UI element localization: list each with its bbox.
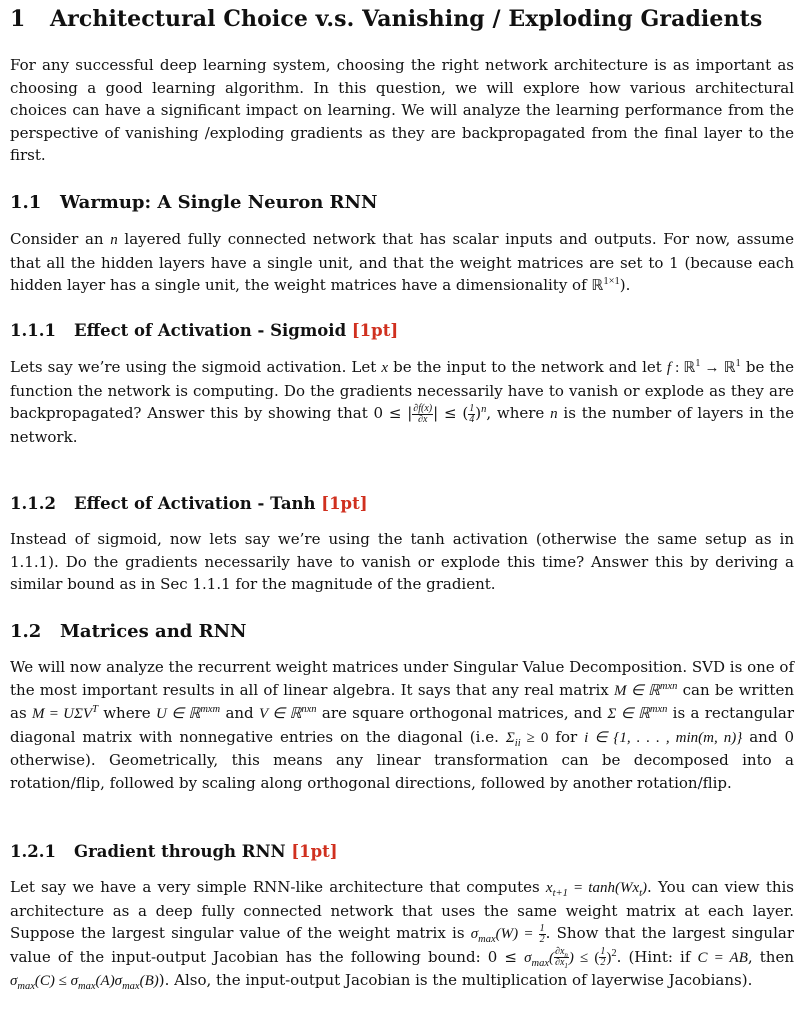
math-reals: ℝ [591,278,604,294]
math-sup: 1 [695,358,701,369]
math-sub: max [78,981,96,992]
math-f: f [666,360,672,376]
math-x: x [381,360,389,376]
math-sigma: σ [524,949,532,966]
math-sup: mxm [200,704,221,715]
text: , then [747,947,795,966]
paragraph-1-1 [10,228,794,298]
text: We will now analyze the recurrent weight matrices under Singular Value Decomposition. SVD is one of the most important results in all of linear algebra. It says that any real matrix [10,658,794,699]
math-sup: 1 [735,358,741,369]
paragraph-1-2 [10,656,794,794]
denominator: ∂x [418,413,428,425]
denominator: 2 [600,957,606,968]
text: Lets say we’re using the sigmoid activation. Let [10,358,382,376]
subsection-number: 1.1 [10,192,42,213]
math-sub: max [531,957,549,969]
math-index-set: i ∈ {1, . . . , min(m, n)} [584,729,743,746]
subsubsection-heading-1-1-2 [10,494,368,513]
math-le: ≤ ( [573,949,600,966]
math-jacobian-fraction [554,947,569,968]
numerator: ∂f(x) [413,402,433,414]
math-sub: max [17,981,35,992]
text: . Show that the largest singular value of the input-output Jacobian has the following bound: 0 ≤ [10,924,794,966]
math-n: n [550,406,558,422]
subsubsection-heading-1-2-1 [10,842,338,861]
text: are square orthogonal matrices, and [316,704,608,722]
text: Let say we have a very simple RNN-like architecture that computes [10,878,546,896]
math-sup: nxn [301,704,317,715]
subsubsection-number: 1.1.2 [10,494,56,513]
math-sB: (B) [139,973,159,989]
math-half-fraction [539,924,546,945]
subsection-title: Matrices and RNN [60,621,247,642]
text: and 0 otherwise). Geometrically, this means any linear transformation can be decomposed into a rotation/flip, followed by scaling along orthogonal directions, followed by another rotation/flip. [10,727,794,792]
points-badge: [1pt] [351,321,399,340]
math-sup: mxn [649,704,668,715]
math-sup: mxn [659,680,678,692]
text: ) [475,404,482,422]
math-sup: T [92,704,98,715]
math-paren: ) [568,949,574,966]
math-V-in: V ∈ ℝ [258,706,302,722]
math-n: n [110,232,118,248]
math-domain: : ℝ [671,360,696,376]
math-derivative-fraction [412,404,433,425]
math-sub: t [639,888,643,899]
text: layered fully connected network that has scalar inputs and outputs. For now, assume that all the hidden layers have a single unit, and that the weight matrices are set to 1 (because each hidden layer has a single unit, the weight matrices have a dimensionality of [10,230,794,294]
numerator: 1 [600,946,606,957]
math-codomain: → ℝ [700,360,736,376]
text: where [97,704,156,722]
text: be the function the network is computing. Do the gradients necessarily have to vanish or explode as they are backpropagated? Answer this by showing that 0 ≤ | [10,358,794,422]
subsubsection-number: 1.2.1 [10,842,56,861]
subsection-number: 1.2 [10,621,42,642]
partial: ∂x [555,957,565,968]
text: is a rectangular diagonal matrix with nonnegative entries on the diagonal (i.e. [10,704,794,746]
points-badge: [1pt] [291,842,338,861]
math-Sigma-in: Σ ∈ ℝ [607,706,650,722]
math-geq: ≥ 0 [520,729,549,746]
text: . You can view this architecture as a deep fully connected network that uses the same weight matrix at each layer. Suppose the largest singular value of the weight matrix is [10,878,794,942]
text: | ≤ ( [433,404,469,422]
text: Consider an [10,230,111,248]
numerator: 1 [539,922,545,934]
paragraph-1-2-1: Let say we have a very simple RNN-like architecture that computes $x_{t+1} = \tanh(Wx_t)$. You can view this architecture as a deep fully connected network that uses the same weight matrix at each layer. Suppose the largest singular value of the weight matrix is $\sigma_{max}(W)$ = $\frac{1}{2}$ . Show that the largest singular value of the input-output Jacobian has the following bound: $0 \le \sigma_{max}$( $\frac{\partial x_n}{\partial x_1}$ ) ≤ ( $\frac{1}{2}$ )$^2$. (Hint: if C = AB, then $\sigma_{max}(C) \le \sigma_{max}(A)\sigma_{max}(B)$). Also, the input-output Jacobian is the multiplication of layerwise Jacobians). [10,878,795,992]
subsubsection-title: Effect of Activation - Sigmoid [74,321,347,340]
denominator [554,958,569,968]
text: is the number of layers in the network. [10,404,795,446]
math-sub: max [122,981,140,992]
paragraph-1-1-2: Instead of sigmoid, now lets say we’re using the tanh activation (otherwise the same setup as in 1.1.1). Do the gradients necessarily have to vanish or explode this time? Answer this by deriving a similar bound as in Sec 1.1.1 for the magnitude of the gradient. [10,530,794,593]
math-sub: max [478,934,496,945]
math-W: (W) = [495,926,539,942]
numerator: 1 [469,402,475,414]
math-paren: ) [606,949,612,966]
math-sC: (C) ≤ σ [34,973,79,989]
section-title: Architectural Choice v.s. Vanishing / Exploding Gradients [50,6,763,32]
math-sigma: σ [470,926,479,942]
math-U-in: U ∈ ℝ [155,706,201,722]
partial: ∂x [555,946,565,957]
text: , where [486,404,551,422]
section-heading-1 [10,6,762,32]
math-sub: ii [514,737,521,749]
denominator: 2 [539,933,545,945]
denominator: 4 [469,413,475,425]
subsubsection-title: Gradient through RNN [74,842,286,861]
math-sA: (A)σ [95,973,123,989]
math-exponent: n [481,404,487,415]
subsection-heading-1-1 [10,192,377,213]
text: for [548,727,585,746]
math-C-eq: C = AB [697,949,748,966]
text: ). Also, the input-output Jacobian is the multiplication of layerwise Jacobians). [158,971,753,989]
sub: 1 [564,962,568,970]
text: can be written as [10,680,794,722]
subsubsection-title: Effect of Activation - Tanh [74,494,316,513]
math-dim: 1×1 [603,276,620,287]
math-svd: M = UΣV [31,706,93,722]
paragraph-1-1-1 [10,356,794,448]
subsubsection-number: 1.1.1 [10,321,56,340]
math-exponent: 2 [611,947,617,959]
subsection-heading-1-2 [10,621,247,642]
points-badge: [1pt] [321,494,368,513]
math-sigma: Σ [505,729,515,746]
math-M-in: M ∈ ℝ [613,682,660,699]
math-x: x [545,880,553,896]
math-paren: ) [642,880,648,896]
text: ). [619,276,631,294]
text: and [220,704,259,722]
text: be the input to the network and let [388,358,667,376]
sub: n [564,951,568,959]
subsection-title: Warmup: A Single Neuron RNN [60,192,378,213]
math-sigma: σ [10,973,18,989]
intro-paragraph: For any successful deep learning system, choosing the right network architecture is as important as choosing a good learning algorithm. In this question, we will explore how various architectural choices can have a significant impact on learning. We will analyze the learning performance from the perspective of vanishing /exploding gradients as they are backpropagated from the final layer to the first. [10,56,794,164]
text: . (Hint: if [616,947,698,966]
subsubsection-heading-1-1-1 [10,321,398,340]
section-number: 1 [10,6,26,32]
math-sub: t+1 [552,888,568,899]
math-tanh: = tanh(Wx [567,880,640,896]
